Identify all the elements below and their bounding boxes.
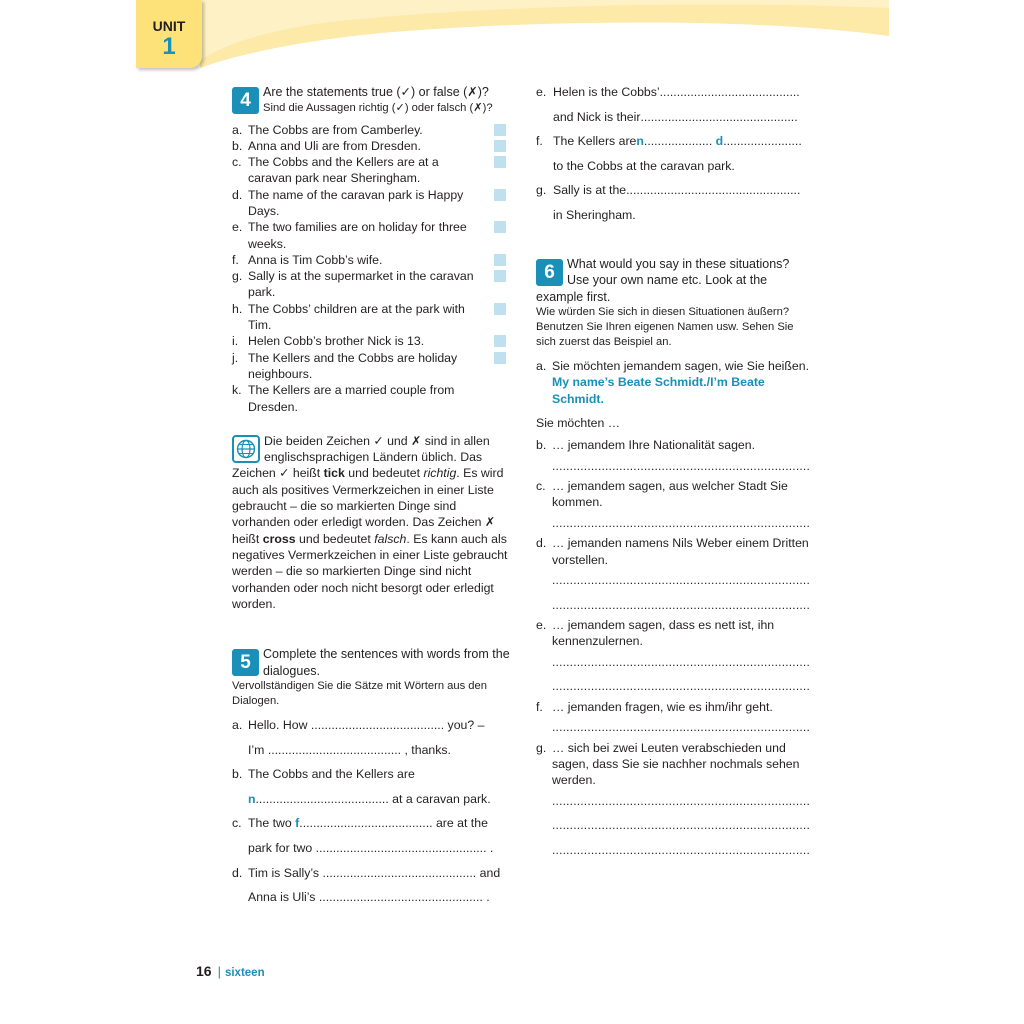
sentence-part: . [482,890,490,905]
exercise-5-instruction-de: Vervollständigen Sie die Sätze mit Wörtern aus den Dialogen. [232,680,487,708]
item-letter: e. [536,85,547,99]
unit-number: 1 [162,33,176,60]
exercise-5-instruction-en: Complete the sentences with words from the dialogues. [263,647,510,678]
item-letter: d. [232,865,243,880]
list-item [232,889,510,914]
list-item [232,122,510,138]
sentence-part: you? – [444,718,485,733]
item-letter: f. [536,699,543,714]
answer-line[interactable]: ......................................................................... [552,793,810,808]
statement-text: The Cobbs’ children are at the park with Tim. [248,301,465,333]
info-text-part: Die beiden Zeichen ✓ und ✗ sind in allen englischsprachigen Ländern üblich. Das Zeichen ✓ heißt [232,433,490,481]
blank[interactable]: ....................................... [310,718,445,733]
answer-checkbox[interactable] [494,254,506,266]
gap-sentence [248,815,510,840]
item-letter: c. [232,816,242,831]
item-letter: g. [232,269,243,284]
situation-text: … jemanden fragen, wie es ihm/ihr geht. [552,699,773,714]
list-item [232,717,510,742]
gap-line [536,158,812,183]
blank[interactable]: ....................................... [255,791,389,806]
list-item [232,333,510,349]
answer-line[interactable]: ......................................................................... [552,654,810,669]
statement-text: Anna is Tim Cobb’s wife. [248,252,383,267]
list-item [232,840,510,865]
term-tick: tick [323,466,345,481]
list-item [232,350,510,383]
info-text-part: und bedeutet [344,466,424,481]
exercise-6-instruction-de: Wie würden Sie sich in diesen Situationen äußern? Benutzen Sie Ihren eigenen Namen usw. Sehen Sie sich zuerst das Beispiel an. [536,306,794,349]
blank[interactable]: ....................................... [299,816,433,831]
exercise-4-instruction-de: Sind die Aussagen richtig (✓) oder falsch (✗)? [263,101,493,114]
list-item [232,187,510,220]
gap-sentence [248,865,510,890]
blank[interactable]: ............................................. [322,865,477,880]
gap-sentence [248,791,510,816]
blank[interactable]: ................................................... [626,183,801,198]
list-item [536,535,812,568]
list-item [536,699,812,715]
blank[interactable]: .................................................. [315,841,487,856]
sample-answer [536,374,812,407]
exercise-number: 4 [232,87,259,114]
item-letter: j. [232,350,239,365]
statement-text: The two families are on holiday for three weeks. [248,220,467,251]
item-letter: h. [232,301,243,316]
gap-line [536,84,812,109]
situation-text: … sich bei zwei Leuten verabschieden und sagen, dass Sie sie nachher nochmals sehen werden. [552,740,800,788]
info-box [232,433,510,612]
item-letter: g. [536,183,547,198]
answer-checkbox[interactable] [494,124,506,136]
statement-text: The Cobbs and the Kellers are at a caravan park near Sheringham. [248,155,439,186]
statement-text: Anna and Uli are from Dresden. [248,138,421,153]
answer-checkbox[interactable] [494,352,506,364]
sentence-part: Sally is at the [553,183,627,198]
situation-list [536,358,812,407]
true-false-list [232,122,510,415]
item-letter: d. [232,187,243,202]
gap-line [536,207,812,232]
list-item [232,301,510,334]
page-number-word: sixteen [224,967,265,979]
unit-tab [136,0,202,68]
statement-text: The Kellers are a married couple from Dresden. [248,383,455,414]
gap-sentence [248,840,510,865]
statement-text: Helen Cobb’s brother Nick is 13. [248,334,425,349]
item-letter: b. [232,138,243,153]
answer-checkbox[interactable] [494,270,506,282]
blank[interactable]: .................... [643,134,713,149]
list-item [232,791,510,816]
list-item [232,268,510,301]
blank[interactable]: ................................................ [318,890,483,905]
sentence-part: The two [248,816,296,831]
cue-letter: f [295,816,300,831]
list-item [232,865,510,890]
unit-label: UNIT [152,18,186,34]
situation-text: … jemandem sagen, dass es nett ist, ihn kennenzulernen. [552,618,775,649]
gap-sentence: The Cobbs and the Kellers are [248,767,415,782]
answer-checkbox[interactable] [494,335,506,347]
list-item [536,617,812,650]
exercise-5 [232,646,510,914]
list-item [536,358,812,374]
item-letter: k. [232,383,242,398]
list-item [232,382,510,415]
page-number: 16 [196,963,212,979]
cue-letter: n [636,134,644,149]
term-falsch: falsch [374,531,407,546]
sentence-part: and Nick is their [553,109,641,124]
exercise-6-instruction-en: What would you say in these situations? Use your own name etc. Look at the example first. [536,256,790,304]
right-column [536,84,812,862]
term-cross: cross [262,531,296,546]
list-item [232,138,510,154]
item-letter: e. [232,220,243,235]
answer-line[interactable]: ......................................................................... [552,515,810,530]
gap-fill-list [232,717,510,914]
statement-text: Sally is at the supermarket in the caravan park. [248,269,474,300]
info-text-part: . Es kann auch als negatives Vermerkzeichen in einer Liste gebraucht werden – die so markierten Dinge sind nicht vorhanden oder noch nicht besorgt oder erledigt worden. [232,531,508,611]
answer-line[interactable]: ......................................................................... [552,679,810,694]
blank[interactable]: ....................... [723,134,802,149]
item-letter: a. [536,359,547,374]
sentence-part: at a caravan park. [388,791,491,806]
list-item [536,437,812,453]
answer-line[interactable]: ......................................................................... [552,458,810,473]
situation-text: … jemandem sagen, aus welcher Stadt Sie kommen. [552,479,788,510]
sentence-part: Helen is the Cobbs’ [553,85,660,99]
statement-text: The Cobbs are from Camberley. [248,122,423,137]
list-item [232,766,510,791]
item-letter: g. [536,740,547,755]
statement-text: The name of the caravan park is Happy Days. [248,187,464,218]
sentence-part: Hello. How [248,718,311,733]
list-item [232,252,510,268]
answer-line[interactable]: ......................................................................... [552,818,810,833]
sentence-part: are at the [432,816,488,831]
sentence-part: Tim is Sally’s [248,865,323,880]
sentence-part: to the Cobbs at the caravan park. [553,158,735,173]
left-column [232,84,510,914]
cue-letter: d [715,134,724,149]
item-letter: i. [232,334,239,349]
info-text-part: . Es wird auch als positives Vermerkzeichen in einer Liste gebraucht – die so markierten Dinge sind vorhanden oder erledigt worden. Das Zeichen ✗ heißt [232,466,504,546]
lead-text: Sie möchten … [536,415,621,430]
answer-checkbox[interactable] [494,189,506,201]
sample-answer-text: My name’s Beate Schmidt./I’m Beate Schmidt. [552,375,765,406]
gap-line [536,109,812,134]
item-letter: a. [232,122,243,137]
blank[interactable]: ............................................. [640,109,795,124]
info-text-part: und bedeutet [295,531,375,546]
answer-checkbox[interactable] [494,303,506,315]
globe-icon [232,435,260,463]
sentence-part: Anna is Uli’s [248,890,319,905]
blank[interactable]: ....................................... [267,742,402,757]
sentence-part: . [794,109,798,124]
list-item [536,740,812,789]
item-letter: f. [232,252,239,267]
exercise-6 [536,256,812,863]
blank[interactable]: ......................................... [659,85,800,99]
exercise-4-instruction-en: Are the statements true (✓) or false (✗)? [263,85,489,99]
footer-separator: | [217,964,221,979]
situation-list [536,437,812,862]
item-letter: b. [232,767,243,782]
statement-text: The Kellers and the Cobbs are holiday neighbours. [248,350,458,381]
cue-letter: n [248,791,256,806]
situation-text: Sie möchten jemandem sagen, wie Sie heißen. [552,359,810,374]
situation-text: … jemandem Ihre Nationalität sagen. [552,438,756,453]
list-item [232,742,510,767]
gap-sentence [248,717,510,742]
item-letter: a. [232,718,243,733]
situation-text: … jemanden namens Nils Weber einem Dritten vorstellen. [552,536,809,567]
answer-checkbox[interactable] [494,140,506,152]
answer-line[interactable]: ......................................................................... [552,572,810,587]
list-item [232,815,510,840]
answer-line[interactable]: ......................................................................... [552,842,810,857]
list-item [536,478,812,511]
exercise-5-header [232,646,510,709]
sentence-part: The Kellers are [553,134,637,149]
list-item [232,154,510,187]
item-letter: f. [536,134,543,149]
sentence-part: . [486,841,494,856]
item-letter: d. [536,536,547,551]
item-letter: c. [536,479,546,494]
sentence-part: I’m [248,742,268,757]
answer-checkbox[interactable] [494,221,506,233]
term-richtig: richtig [423,466,457,481]
gap-line [536,182,812,207]
exercise-number: 6 [536,259,563,286]
item-letter: e. [536,618,547,633]
page-footer [196,963,265,979]
list-item [232,219,510,252]
exercise-6-header [536,256,812,351]
gap-sentence [248,889,510,914]
answer-checkbox[interactable] [494,156,506,168]
gap-line [536,133,812,158]
sentence-part: in Sheringham. [553,207,636,222]
exercise-number: 5 [232,649,259,676]
item-letter: c. [232,155,242,170]
gap-sentence [248,742,510,767]
info-text [232,433,510,612]
answer-line[interactable]: ......................................................................... [552,597,810,612]
sentence-part: , thanks. [401,742,451,757]
answer-line[interactable]: ......................................................................... [552,720,810,735]
exercise-4-header [232,84,510,116]
sentence-part: and [476,865,501,880]
sentence-part: park for two [248,841,316,856]
item-letter: b. [536,438,547,453]
